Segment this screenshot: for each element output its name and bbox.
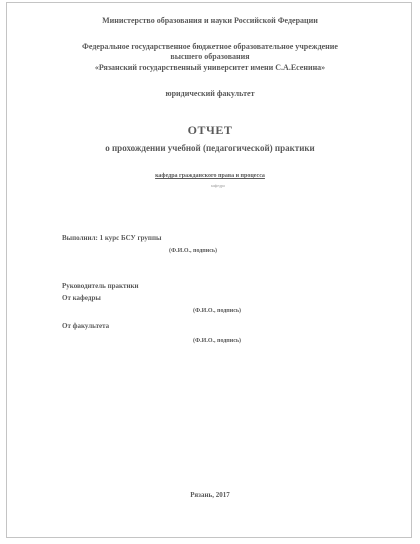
university-line: «Рязанский государственный университет имени С.А.Есенина» xyxy=(94,63,326,72)
faculty-line: юридический факультет xyxy=(165,89,255,98)
student-line: Выполнил: 1 курс БСУ группы xyxy=(62,234,162,242)
department-note: кафедра xyxy=(211,183,225,188)
city-year-line: Рязань, 2017 xyxy=(190,491,230,499)
from-faculty-sign: (Ф.И.О., подпись) xyxy=(193,338,242,344)
document-page xyxy=(6,2,412,538)
report-title: ОТЧЕТ xyxy=(187,123,233,137)
report-subtitle: о прохождении учебной (педагогической) практики xyxy=(105,143,315,153)
supervisor-heading: Руководитель практики xyxy=(62,282,139,290)
from-faculty-line: От факультета xyxy=(62,322,110,330)
ministry-line: Министерство образования и науки Российской Федерации xyxy=(102,16,318,25)
institution-line-2: высшего образования xyxy=(170,52,250,61)
student-sign-line: (Ф.И.О., подпись) xyxy=(169,248,218,254)
department-line: кафедра гражданского права и процесса xyxy=(155,173,265,179)
from-department-line: От кафедры xyxy=(62,294,101,302)
institution-line-1: Федеральное государственное бюджетное образовательное учреждение xyxy=(82,42,338,51)
from-department-sign: (Ф.И.О., подпись) xyxy=(193,308,242,314)
